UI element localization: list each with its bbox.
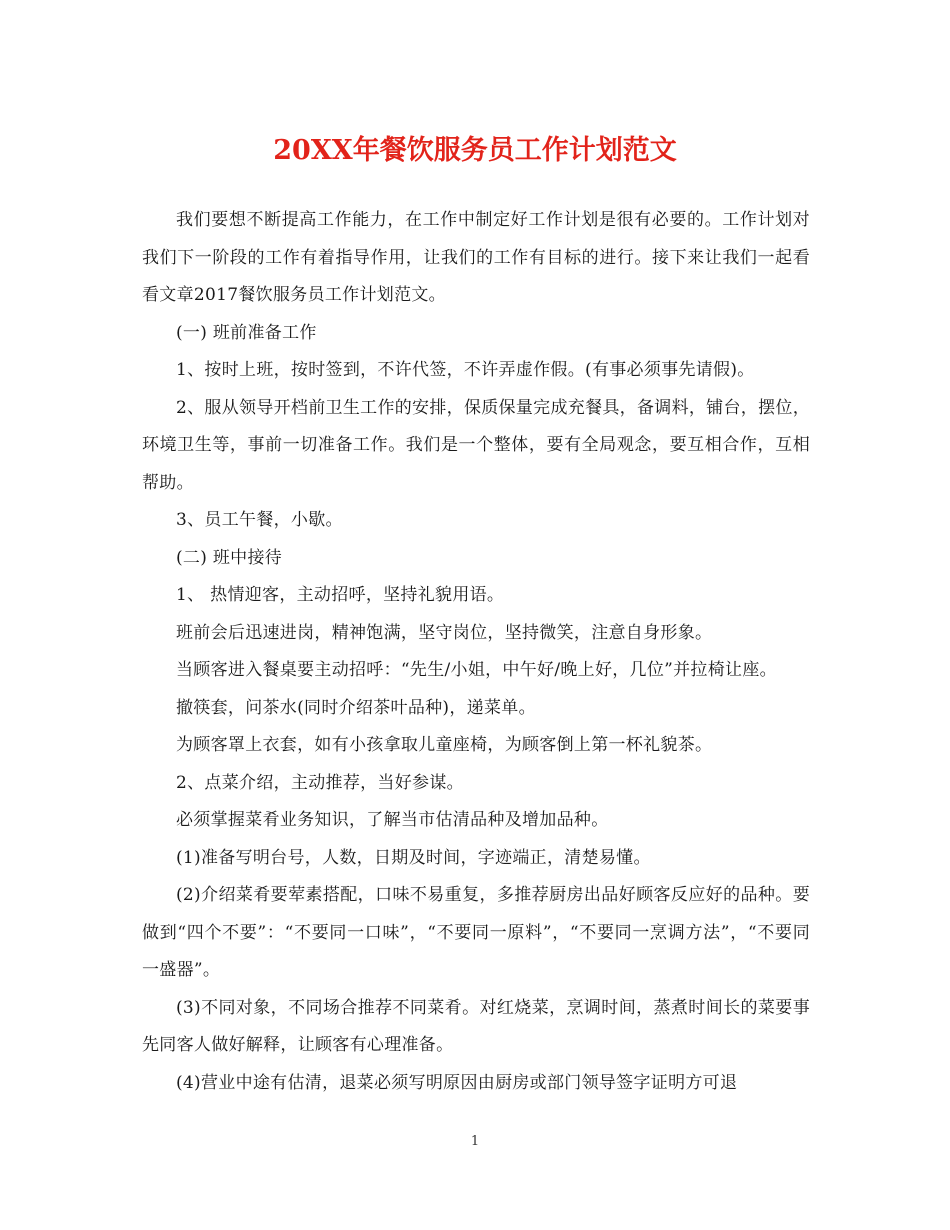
paragraph-item: 1、 热情迎客，主动招呼，坚持礼貌用语。	[176, 585, 505, 605]
page-number: 1	[470, 1134, 480, 1149]
paragraph-item: 1、按时上班，按时签到，不许代签，不许弄虚作假。(有事必须事先请假)。	[176, 360, 755, 380]
paragraph-item: 班前会后迅速进岗，精神饱满，坚守岗位，坚持微笑，注意自身形象。	[176, 622, 713, 643]
section-heading-in-shift: (二) 班中接待	[176, 547, 283, 568]
paragraph-item: 必须掌握菜肴业务知识，了解当市估清品种及增加品种。	[176, 810, 609, 830]
paragraph-item: 3、员工午餐，小歇。	[176, 510, 343, 530]
paragraph-item: (1)准备写明台号，人数，日期及时间，字迹端正，清楚易懂。	[176, 847, 651, 868]
paragraph-item: 2、点菜介绍，主动推荐，当好参谋。	[176, 772, 464, 793]
paragraph-item: 当顾客进入餐桌要主动招呼：“先生/小姐，中午好/晚上好，几位”并拉椅让座。	[176, 660, 777, 680]
paragraph-item: 撤筷套，问茶水(同时介绍茶叶品种)，递菜单。	[176, 697, 536, 718]
paragraph-item: (2)介绍菜肴要荤素搭配，口味不易重复，多推荐厨房出品好顾客反应好的品种。要做到“四个不要”：“不要同一口味”，“不要同一原料”，“不要同一烹调方法”，“不要同一盛器”。	[142, 885, 810, 980]
paragraph-item: (4)营业中途有估清，退菜必须写明原因由厨房或部门领导签字证明方可退	[176, 1072, 738, 1093]
paragraph-item: 为顾客罩上衣套，如有小孩拿取儿童座椅，为顾客倒上第一杯礼貌茶。	[176, 735, 713, 755]
paragraph-item: (3)不同对象，不同场合推荐不同菜肴。对红烧菜，烹调时间，蒸煮时间长的菜要事先同客人做好解释，让顾客有心理准备。	[142, 997, 810, 1055]
section-heading-pre-shift: (一) 班前准备工作	[176, 322, 317, 343]
document-body	[142, 202, 810, 1102]
document-title: 20XX年餐饮服务员工作计划范文	[273, 135, 677, 166]
paragraph-intro: 我们要想不断提高工作能力，在工作中制定好工作计划是很有必要的。工作计划对我们下一阶段的工作有着指导作用，让我们的工作有目标的进行。接下来让我们一起看看文章2017餐饮服务员工作计划范文。	[142, 210, 810, 305]
paragraph-item: 2、服从领导开档前卫生工作的安排，保质保量完成充餐具，备调料，铺台，摆位，环境卫生等，事前一切准备工作。我们是一个整体，要有全局观念，要互相合作，互相帮助。	[142, 397, 810, 493]
